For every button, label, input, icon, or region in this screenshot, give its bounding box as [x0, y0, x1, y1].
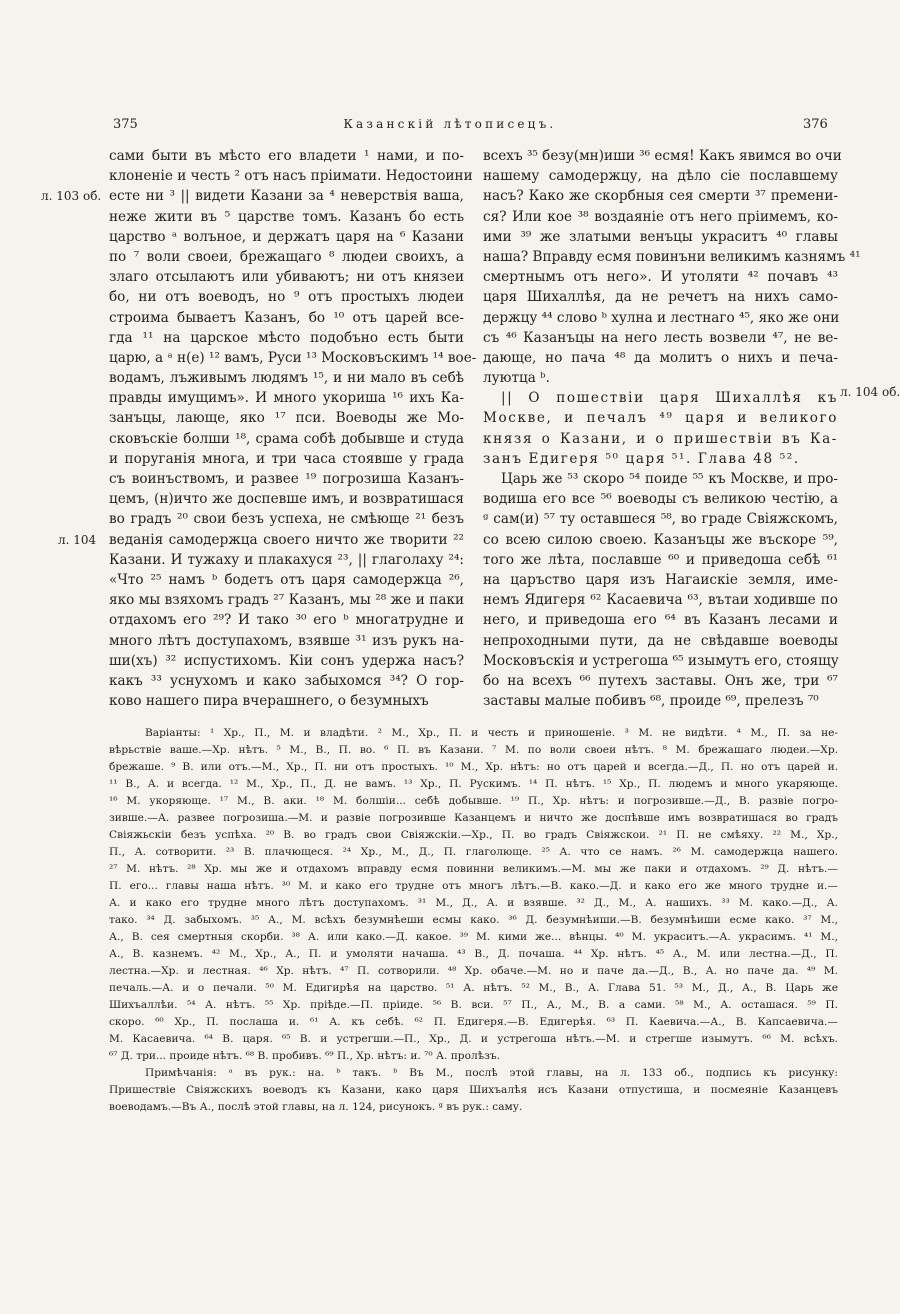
variant-line: печаль.—А. и о печали. ⁵⁰ М. Едигирѣя на царство. ⁵¹ А. нѣтъ. ⁵² М., В., А. Глава 51. ⁵³ М., Д., А., В. Царь же: [109, 982, 838, 994]
text-line: строима бываетъ Казанъ, бо ¹⁰ отъ царей все-: [109, 309, 464, 326]
page-number-left: 375: [113, 117, 138, 132]
text-line: ся? Или кое ³⁸ воздаяніе отъ него пріимемъ, ко-: [483, 208, 838, 225]
text-line: немъ Ядигеря ⁶² Касаевича ⁶³, вътаи ходивше по: [483, 592, 838, 609]
text-line: насъ? Како же скорбныя сея смерти ³⁷ премени-: [483, 188, 838, 205]
text-line: неже жити въ ⁵ царстве томъ. Казанъ бо есть: [109, 208, 464, 225]
running-title: Казанскій лѣтописецъ.: [343, 117, 557, 131]
text-line: яко мы взяхомъ градъ ²⁷ Казанъ, мы ²⁸ же и паки: [109, 592, 464, 609]
text-line: Казани. И тужаху и плакахуся ²³, || глаголаху ²⁴:: [109, 551, 464, 568]
page-number-right: 376: [803, 117, 828, 132]
text-line: нашему самодержцу, на дѣло сіе пославшему: [483, 168, 838, 185]
text-line: Московъскія и устрегоша ⁶⁵ изымутъ его, стоящу: [483, 652, 839, 669]
variant-line: А. и како его трудне много лѣтъ доступахомъ. ³¹ М., Д., А. и взявше. ³² Д., М., А. нашихъ. ³³ М. како.—Д., А.: [109, 897, 838, 909]
text-line: того же лѣта, пославше ⁶⁰ и приведоша себѣ ⁶¹: [483, 551, 838, 568]
variant-line: П. его... главы наша нѣтъ. ³⁰ М. и како его трудне отъ многъ лѣтъ.—В. како.—Д. и како его же много трудне и.—: [109, 880, 838, 892]
chapter-heading-line: || О пошествіи царя Шихаллѣя къ: [501, 390, 838, 407]
text-line: всехъ ³⁵ безу(мн)иши ³⁶ есмя! Какъ явимся во очи: [483, 148, 842, 164]
text-line: на царъство царя изъ Нагаискіе земля, име-: [483, 571, 838, 588]
text-line: по ⁷ воли своеи, брежащаго ⁸ людеи своихъ, а: [109, 248, 464, 265]
text-line: ᵍ сам(и) ⁵⁷ ту оставшеся ⁵⁸, во граде Свіяжскомъ,: [483, 511, 838, 528]
variant-line: ¹¹ В., А. и всегда. ¹² М., Хр., П., Д. не вамъ. ¹³ Хр., П. Рускимъ. ¹⁴ П. нѣтъ. ¹⁵ Хр., П. людемъ и много укаряюще.: [109, 778, 838, 790]
text-column-right: [483, 146, 861, 711]
variant-line: ²⁷ М. нѣтъ. ²⁸ Хр. мы же и отдахомъ вправду есмя повинни великимъ.—М. мы же паки и отдахомъ. ²⁹ Д. нѣтъ.—: [109, 863, 838, 875]
text-line: сковъскіе болши ¹⁸, срама собѣ добывше и студа: [109, 430, 464, 447]
text-line: съ воинъствомъ, и развее ¹⁹ погрозиша Казанъ-: [109, 471, 464, 487]
note-line: воеводамъ.—Въ А., послѣ этой главы, на л. 124, рисунокъ. ᵍ въ рук.: саму.: [109, 1101, 523, 1113]
note-line: Примѣчанія: ᵃ въ рук.: на. ᵇ такъ. ᵇ Въ М., послѣ этой главы, на л. 133 об., подпись къ рисунку:: [145, 1067, 838, 1079]
text-line: сами быти въ мѣсто его владети ¹ нами, и по-: [109, 148, 464, 164]
variant-line: брежаше. ⁹ В. или отъ.—М., Хр., П. ни отъ простыхъ. ¹⁰ М., Хр. нѣтъ: но отъ царей и всегда.—Д., П. но отъ царей и.: [109, 761, 838, 773]
text-line: ши(хъ) ³² испустихомъ. Кіи сонъ удержа насъ?: [109, 652, 464, 669]
text-line: злаго отсылаютъ или убиваютъ; ни отъ князеи: [109, 269, 464, 286]
text-line: бо, ни отъ воеводъ, но ⁹ отъ простыхъ людеи: [109, 289, 464, 306]
variant-line: П., А. сотворити. ²³ В. плачющеся. ²⁴ Хр., М., Д., П. глаголюще. ²⁵ А. что се намъ. ²⁶ М. самодержца нашего.: [109, 846, 838, 858]
text-line: цемъ, (н)ичто же доспевше имъ, и возвратишася: [109, 491, 464, 508]
text-line: «Что ²⁵ намъ ᵇ бодетъ отъ царя самодержца ²⁶,: [109, 571, 464, 588]
text-line: царя Шихаллѣя, да не речетъ на нихъ само-: [483, 289, 838, 306]
variant-line: лестна.—Хр. и лестная. ⁴⁶ Хр. нѣтъ. ⁴⁷ П. сотворили. ⁴⁸ Хр. обаче.—М. но и паче да.—Д., В., А. но паче да. ⁴⁹ М.: [109, 965, 838, 977]
margin-note: л. 103 об.: [41, 189, 102, 203]
text-line: съ ⁴⁶ Казанъцы на него лесть возвели ⁴⁷, не ве-: [483, 329, 838, 346]
variant-line: тако. ³⁴ Д. забыхомъ. ³⁵ А., М. всѣхъ безумнѣеши есмы како. ³⁶ Д. безумнѣиши.—В. безумнѣиши есме како. ³⁷ М.,: [109, 914, 838, 926]
chapter-heading-line: занъ Едигеря ⁵⁰ царя ⁵¹. Глава 48 ⁵².: [483, 450, 800, 467]
text-column-left: [109, 146, 477, 711]
text-line: и поруганія многа, и три часа стоявше у града: [109, 450, 464, 467]
text-line: водиша его все ⁵⁶ воеводы съ великою честію, а: [483, 491, 838, 508]
text-line: наша? Вправду есмя повинъни великимъ казнямъ ⁴¹: [483, 248, 861, 265]
text-line: клоненіе и честь ² отъ насъ пріимати. Недостоини: [109, 168, 473, 185]
text-line: луютца ᵇ.: [483, 370, 550, 387]
chapter-heading-line: Москве, и печалъ ⁴⁹ царя и великого: [483, 410, 838, 427]
variant-line: А., В. сея смертныя скорби. ³⁸ А. или како.—Д. какое. ³⁹ М. кими же... вѣнцы. ⁴⁰ М. украситъ.—А. украсимъ. ⁴¹ М.,: [109, 931, 838, 943]
chapter-heading-line: князя о Казани, и о пришествіи въ Ка-: [483, 430, 838, 447]
text-line: дающе, но пача ⁴⁸ да молитъ о нихъ и печа-: [483, 349, 838, 366]
margin-note: л. 104 об.: [840, 385, 900, 399]
variant-line: М. Касаевича. ⁶⁴ В. царя. ⁶⁵ В. и устрегши.—П., Хр., Д. и устрегоша нѣтъ.—М. и стрегше изымутъ. ⁶⁶ М. всѣхъ.: [109, 1033, 838, 1045]
text-line: какъ ³³ уснухомъ и како забыхомся ³⁴? О гор-: [109, 672, 464, 689]
margin-note: л. 104: [58, 533, 97, 547]
text-line: царство ᵃ волъное, и держатъ царя на ⁶ Казани: [109, 228, 464, 245]
text-line: держцу ⁴⁴ слово ᵇ хулна и лестнаго ⁴⁵, яко же они: [483, 309, 840, 326]
text-line: царю, а ᵃ н(е) ¹² вамъ, Руси ¹³ Московъскимъ ¹⁴ вое-: [109, 349, 477, 366]
variant-line: зивше.—А. развее погрозиша.—М. и развіе погрозивше Казанцемъ и ничто же доспѣвше имъ возвратишася во градъ: [109, 812, 838, 824]
text-line: ково нашего пира вчерашнего, о безумныхъ: [109, 693, 429, 710]
text-line: бо на всехъ ⁶⁶ путехъ заставы. Онъ же, три ⁶⁷: [483, 672, 838, 689]
text-line: гда ¹¹ на царское мѣсто подобъно есть быти: [109, 329, 464, 346]
text-line: много лѣтъ доступахомъ, взявше ³¹ изъ рукъ на-: [109, 632, 464, 649]
text-line: есте ни ³ || видети Казани за ⁴ неверствія ваша,: [109, 188, 464, 205]
text-line: правды имущимъ». И много укориша ¹⁶ ихъ Ка-: [109, 390, 464, 407]
text-line: водамъ, лъживымъ людямъ ¹⁵, и ни мало въ себѣ: [109, 370, 464, 387]
variants-apparatus: [109, 725, 838, 1065]
variant-line: скоро. ⁶⁰ Хр., П. послаша и. ⁶¹ А. къ себѣ. ⁶² П. Едигеря.—В. Едигерѣя. ⁶³ П. Каевича.—А., В. Капсаевича.—: [109, 1016, 838, 1028]
text-line: отдахомъ его ²⁹? И тако ³⁰ его ᵇ многатрудне и: [109, 612, 464, 629]
variant-line: Варіанты: ¹ Хр., П., М. и владѣти. ² М., Хр., П. и честь и приношеніе. ³ М. не видѣти. ⁴ М., П. за не-: [145, 727, 838, 739]
text-line: во градъ ²⁰ свои безъ успеха, не смѣюще ²¹ безъ: [109, 511, 464, 528]
variant-line: вѣрьствіе ваше.—Хр. нѣтъ. ⁵ М., В., П. во. ⁶ П. въ Казани. ⁷ М. по воли своеи нѣтъ. ⁸ М. брежашаго людеи.—Хр.: [109, 744, 838, 756]
text-line: него, и приведоша его ⁶⁴ въ Казанъ лесами и: [483, 612, 838, 629]
variant-line: ⁶⁷ Д. три... проиде нѣтъ. ⁶⁸ В. пробивъ. ⁶⁹ П., Хр. нѣтъ: и. ⁷⁰ А. пролѣзъ.: [109, 1050, 500, 1062]
text-line: заставы малые побивъ ⁶⁸, проиде ⁶⁹, прелезъ ⁷⁰: [483, 693, 819, 710]
text-line: со всею силою своею. Казанъцы же въскоре ⁵⁹,: [483, 531, 838, 548]
text-line: занъцы, лающе, яко ¹⁷ пси. Воеводы же Мо-: [109, 410, 464, 427]
variant-line: А., В. казнемъ. ⁴² М., Хр., А., П. и умоляти начаша. ⁴³ В., Д. почаша. ⁴⁴ Хр. нѣтъ. ⁴⁵ А., М. или лестна.—Д., П.: [109, 948, 838, 960]
editorial-notes: [109, 1065, 838, 1116]
text-line: смертнымъ отъ него». И утоляти ⁴² почавъ ⁴³: [483, 269, 838, 286]
variant-line: ¹⁶ М. укоряюще. ¹⁷ М., В. аки. ¹⁸ М. болшiи... себѣ добывше. ¹⁹ П., Хр. нѣтъ: и погрозивше.—Д., В. развіе погро-: [109, 795, 838, 807]
variant-line: Свіяжьскіи безъ успѣха. ²⁰ В. во градъ свои Свіяжскіи.—Хр., П. во градъ Свіяжскои. ²¹ П. не смѣяху. ²² М., Хр.,: [109, 829, 838, 841]
note-line: Пришествіе Свіяжскихъ воеводъ къ Казани, како царя Шихъалѣя исъ Казани отпустиша, и посмеяніе Казанцевъ: [109, 1084, 838, 1096]
text-line: Царь же ⁵³ скоро ⁵⁴ поиде ⁵⁵ къ Москве, и про-: [501, 471, 838, 487]
text-line: веданія самодержца своего ничто же творити ²²: [109, 531, 464, 548]
text-line: непроходными пути, да не свѣдавше воеводы: [483, 632, 838, 649]
variant-line: Шихъаллѣи. ⁵⁴ А. нѣтъ. ⁵⁵ Хр. пріѣде.—П. пріиде. ⁵⁶ В. вси. ⁵⁷ П., А., М., В. а сами. ⁵⁸ М., А. осташася. ⁵⁹ П.: [109, 999, 838, 1011]
text-line: ими ³⁹ же златыми венъцы украситъ ⁴⁰ главы: [483, 228, 838, 245]
